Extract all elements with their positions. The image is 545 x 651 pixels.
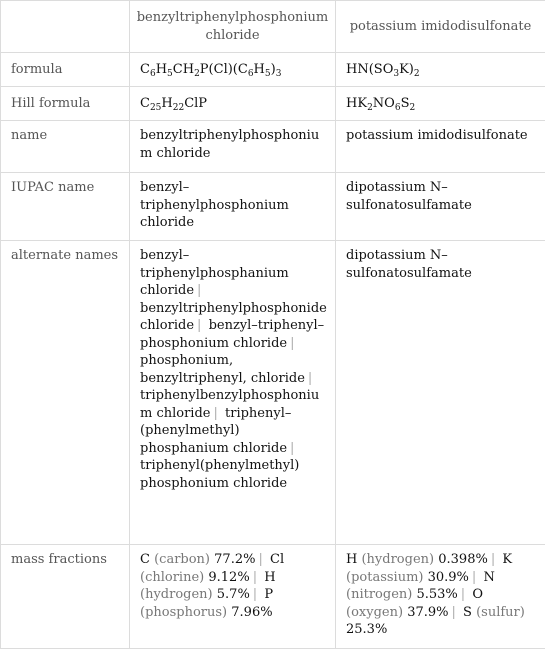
mass-fractions-c1 [130,545,336,649]
separator: | [307,370,313,386]
separator: | [290,440,295,456]
row-iupac-name [1,173,545,241]
mass-fraction: C (carbon) 77.2% [140,552,256,567]
mass-fraction: P (phosphorus) 7.96% [140,587,274,620]
alt-name: benzyl–triphenyl–phosphonium chloride [140,318,325,351]
row-label-mass-fractions: mass fractions [1,545,130,649]
alt-name: triphenylbenzylphosphonium chloride [140,388,320,421]
row-formula [1,53,545,87]
alternate-names-c1 [130,241,336,545]
separator: | [451,604,456,620]
row-label-name: name [1,121,130,173]
row-alternate-names [1,241,545,545]
separator: | [252,587,258,602]
separator: | [471,569,477,585]
formula-c1: $C_6H_5CH_2P(Cl)(C_6H_5)_3$ [130,53,336,87]
separator: | [197,283,202,298]
row-name [1,121,545,173]
hill-formula-c2: $HK_2NO_6S_2$ [336,87,545,121]
separator: | [490,552,496,567]
separator: | [460,587,466,602]
alt-name: benzyl–triphenylphosphanium chloride [140,248,289,298]
formula-c2: $HN(SO_3K)_2$ [336,53,545,87]
separator: | [258,552,263,567]
header-empty-cell [1,1,130,53]
separator: | [252,569,258,585]
name-c2: potassium imidodisulfonate [336,121,545,173]
row-mass-fractions [1,545,545,649]
separator: | [197,318,202,333]
separator: | [290,335,295,351]
mass-fraction: Cl (chlorine) 9.12% [140,552,285,585]
row-label-iupac-name: IUPAC name [1,173,130,241]
column-header-c1: benzyltriphenylphosphonium chloride [130,1,336,53]
iupac-name-c2: dipotassium N–sulfonatosulfamate [336,173,545,241]
alt-name: benzyltriphenylphosphonide chloride [140,300,327,333]
mass-fraction: K (potassium) 30.9% [346,552,513,585]
mass-fraction: N (nitrogen) 5.53% [346,569,495,602]
row-hill-formula [1,87,545,121]
mass-fraction: H (hydrogen) 5.7% [140,569,276,602]
alt-name: triphenyl–(phenylmethyl) phosphanium chloride [140,405,292,456]
separator: | [213,405,218,421]
column-header-c2: potassium imidodisulfonate [336,1,545,53]
mass-fractions-c2 [336,545,545,649]
row-label-alternate-names: alternate names [1,241,130,545]
mass-fraction: H (hydrogen) 0.398% [346,552,488,567]
hill-formula-c1: $C_{25}H_{22}ClP$ [130,87,336,121]
row-label-formula: formula [1,53,130,87]
alternate-names-c2 [336,241,545,545]
mass-fraction: O (oxygen) 37.9% [346,587,483,620]
alt-name: triphenyl(phenylmethyl) phosphonium chloride [140,458,300,491]
iupac-name-c1: benzyl–triphenylphosphonium chloride [130,173,336,241]
alt-name: dipotassium N–sulfonatosulfamate [346,248,472,281]
name-c1: benzyltriphenylphosphonium chloride [130,121,336,173]
alt-name: phosphonium, benzyltriphenyl, chloride [140,353,305,386]
row-label-hill-formula: Hill formula [1,87,130,121]
mass-fraction: S (sulfur) 25.3% [346,604,525,637]
header-row [1,1,545,53]
